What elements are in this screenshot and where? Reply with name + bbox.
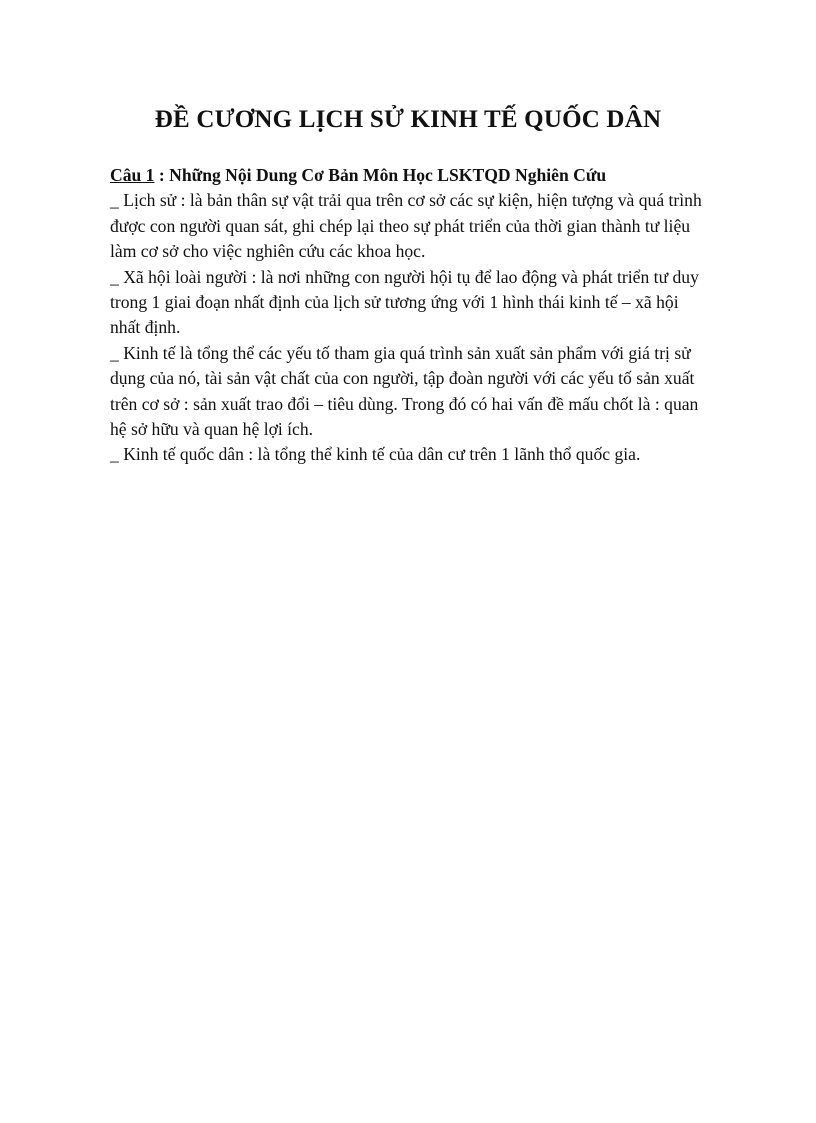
document-body [110, 163, 710, 468]
document-title: ĐỀ CƯƠNG LỊCH SỬ KINH TẾ QUỐC DÂN [154, 106, 662, 133]
paragraph-national-economy: _ Kinh tế quốc dân : là tổng thể kinh tế của dân cư trên 1 lãnh thổ quốc gia. [110, 444, 641, 465]
question-separator: : [154, 165, 170, 185]
question-heading [110, 163, 710, 188]
question-label: Câu 1 [110, 165, 155, 185]
paragraph-history: _ Lịch sử : là bản thân sự vật trải qua trên cơ sở các sự kiện, hiện tượng và quá trình được con người quan sát, ghi chép lại theo sự phát triển của thời gian thành tư liệu làm cơ sở cho việc nghiên cứu các khoa học. [110, 190, 702, 262]
paragraph-human-society: _ Xã hội loài người : là nơi những con người hội tụ để lao động và phát triển tư duy trong 1 giai đoạn nhất định của lịch sử tương ứng với 1 hình thái kinh tế – xã hội nhất định. [110, 266, 699, 338]
paragraph-economy: _ Kinh tế là tổng thể các yếu tố tham gia quá trình sản xuất sản phẩm với giá trị sử dụng của nó, tài sản vật chất của con người, tập đoàn người với các yếu tố sản xuất trên cơ sở : sản xuất trao đổi – tiêu dùng. Trong đó có hai vấn đề mấu chốt là : quan hệ sở hữu và quan hệ lợi ích. [110, 342, 699, 440]
question-text: Những Nội Dung Cơ Bản Môn Học LSKTQD Nghiên Cứu [169, 165, 607, 185]
